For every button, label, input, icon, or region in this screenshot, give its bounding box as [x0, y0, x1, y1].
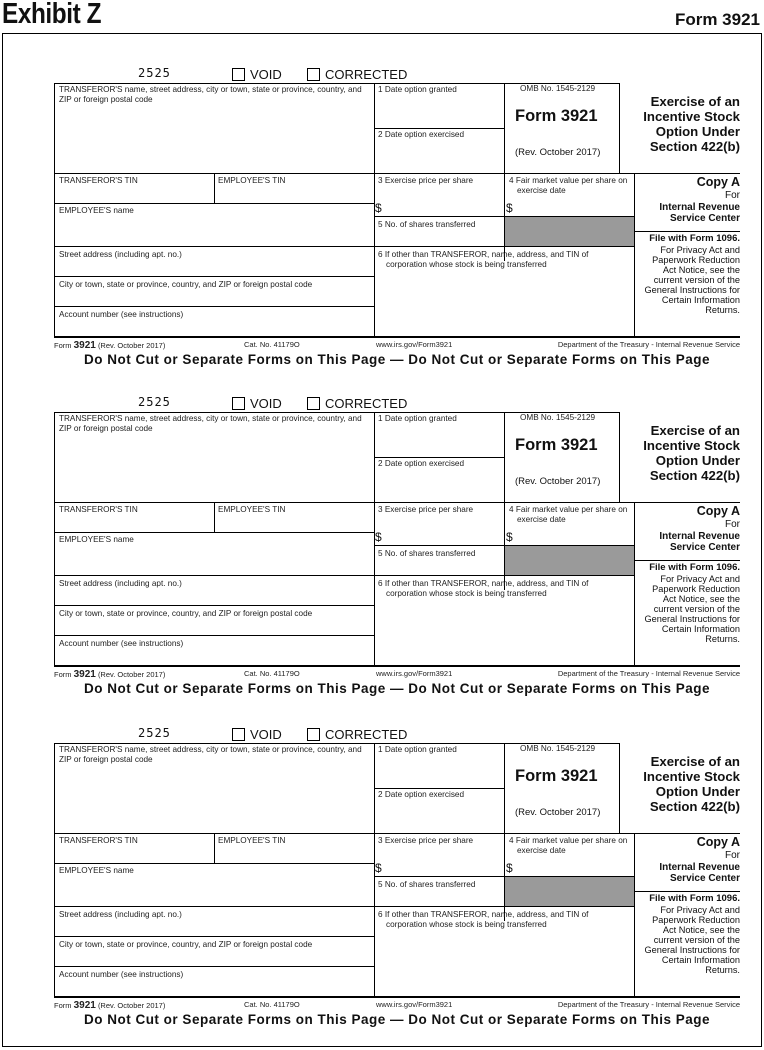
box1-label: 1 Date option granted [378, 745, 457, 754]
grid-line [54, 996, 740, 998]
footer-url: www.irs.gov/Form3921 [376, 1000, 453, 1009]
void-label: VOID [250, 67, 282, 82]
box4-dollar: $ [506, 201, 513, 215]
transferor-name-label: TRANSFEROR'S name, street address, city or town, state or province, country, and ZIP or foreign postal code [59, 85, 362, 104]
shaded-box [505, 546, 634, 575]
employee-name-label: EMPLOYEE'S name [59, 866, 134, 875]
footer-department: Department of the Treasury - Internal Revenue Service [557, 1000, 740, 1009]
grid-line [634, 891, 740, 892]
corrected-label: CORRECTED [325, 396, 408, 411]
footer-department: Department of the Treasury - Internal Revenue Service [557, 340, 740, 349]
privacy-notice: For Privacy Act and Paperwork Reduction Act Notice, see the current version of the General Instructions for Certain Information Returns. [644, 245, 740, 315]
file-with-label: File with Form 1096. [649, 562, 740, 573]
account-number-label: Account number (see instructions) [59, 310, 184, 319]
grid-line [54, 412, 55, 666]
grid-line [214, 502, 215, 532]
grid-line [634, 231, 740, 232]
omb-number: OMB No. 1545-2129 [520, 744, 596, 753]
copy-for-label: For [725, 519, 740, 530]
grid-line [374, 788, 504, 789]
form-header [54, 66, 454, 84]
form-grid [54, 412, 740, 666]
grid-line [54, 906, 634, 907]
form-copy-3 [54, 726, 740, 1026]
city-label: City or town, state or province, country, and ZIP or foreign postal code [59, 280, 313, 289]
grid-line [54, 665, 740, 667]
file-with-label: File with Form 1096. [649, 233, 740, 244]
transferor-name-label: TRANSFEROR'S name, street address, city or town, state or province, country, and ZIP or foreign postal code [59, 414, 362, 433]
form-grid [54, 743, 740, 997]
form-copy-2 [54, 395, 740, 695]
box4-label: 4 Fair market value per share on exercise date [509, 836, 628, 855]
grid-line [54, 575, 634, 576]
box6-label: 6 If other than TRANSFEROR, name, address, and TIN of corporation whose stock is being transferred [378, 250, 589, 269]
form-title: Exercise of an Incentive Stock Option Under Section 422(b) [643, 754, 740, 814]
employee-tin-label: EMPLOYEE'S TIN [218, 505, 286, 514]
form-title: Exercise of an Incentive Stock Option Under Section 422(b) [643, 94, 740, 154]
grid-line [54, 936, 374, 937]
grid-line [54, 203, 374, 204]
form-footer [54, 669, 740, 679]
form-copy-1 [54, 66, 740, 366]
form-grid [54, 83, 740, 337]
grid-line [214, 173, 215, 203]
form-name: Form 3921 [515, 436, 598, 454]
footer-form: Form 3921 (Rev. October 2017) [54, 1000, 166, 1011]
copy-label: Copy A [696, 835, 740, 849]
transferor-tin-label: TRANSFEROR'S TIN [59, 836, 138, 845]
footer-cat-no: Cat. No. 41179O [244, 340, 300, 349]
privacy-notice: For Privacy Act and Paperwork Reduction Act Notice, see the current version of the General Instructions for Certain Information Returns. [644, 905, 740, 975]
grid-line [54, 966, 374, 967]
street-address-label: Street address (including apt. no.) [59, 250, 182, 259]
corrected-checkbox[interactable] [307, 728, 320, 741]
do-not-cut-notice: Do Not Cut or Separate Forms on This Page — Do Not Cut or Separate Forms on This Page [83, 352, 711, 367]
grid-line [634, 173, 635, 337]
file-with-label: File with Form 1096. [649, 893, 740, 904]
employee-name-label: EMPLOYEE'S name [59, 535, 134, 544]
grid-line [374, 457, 504, 458]
box2-label: 2 Date option exercised [378, 459, 465, 468]
box3-label: 3 Exercise price per share [378, 176, 474, 185]
page-form-title: Form 3921 [674, 10, 760, 29]
privacy-notice: For Privacy Act and Paperwork Reduction Act Notice, see the current version of the General Instructions for Certain Information Returns. [644, 574, 740, 644]
grid-line [54, 743, 55, 997]
void-checkbox[interactable] [232, 728, 245, 741]
grid-line [54, 833, 740, 834]
omb-number: OMB No. 1545-2129 [520, 413, 596, 422]
form-header [54, 726, 454, 744]
grid-line [54, 502, 740, 503]
box4-dollar: $ [506, 861, 513, 875]
footer-form: Form 3921 (Rev. October 2017) [54, 669, 166, 680]
footer-cat-no: Cat. No. 41179O [244, 1000, 300, 1009]
form-footer [54, 340, 740, 350]
void-checkbox[interactable] [232, 68, 245, 81]
copy-label: Copy A [696, 504, 740, 518]
form-name: Form 3921 [515, 767, 598, 785]
grid-line [54, 83, 55, 337]
box3-dollar: $ [375, 530, 382, 544]
footer-department: Department of the Treasury - Internal Revenue Service [557, 669, 740, 678]
box5-label: 5 No. of shares transferred [378, 880, 476, 889]
box6-label: 6 If other than TRANSFEROR, name, address, and TIN of corporation whose stock is being transferred [378, 910, 589, 929]
do-not-cut-notice: Do Not Cut or Separate Forms on This Page — Do Not Cut or Separate Forms on This Page [83, 681, 711, 696]
grid-line [54, 605, 374, 606]
exhibit-label: Exhibit Z [2, 0, 102, 30]
box4-label: 4 Fair market value per share on exercise date [509, 505, 628, 524]
copy-for-label: For [725, 850, 740, 861]
grid-line [54, 635, 374, 636]
do-not-cut-notice: Do Not Cut or Separate Forms on This Page — Do Not Cut or Separate Forms on This Page [83, 1012, 711, 1027]
grid-line [54, 532, 374, 533]
copy-for-label: For [725, 190, 740, 201]
grid-line [374, 128, 504, 129]
grid-line [54, 336, 740, 338]
void-checkbox[interactable] [232, 397, 245, 410]
form-revision: (Rev. October 2017) [515, 147, 601, 158]
box3-dollar: $ [375, 201, 382, 215]
transferor-name-label: TRANSFEROR'S name, street address, city or town, state or province, country, and ZIP or foreign postal code [59, 745, 362, 764]
box2-label: 2 Date option exercised [378, 790, 465, 799]
irs-center-label: Internal Revenue Service Center [659, 862, 740, 884]
box5-label: 5 No. of shares transferred [378, 549, 476, 558]
form-revision: (Rev. October 2017) [515, 476, 601, 487]
box3-dollar: $ [375, 861, 382, 875]
grid-line [54, 306, 374, 307]
box1-label: 1 Date option granted [378, 414, 457, 423]
grid-line [54, 276, 374, 277]
copy-label: Copy A [696, 175, 740, 189]
box3-label: 3 Exercise price per share [378, 505, 474, 514]
box6-label: 6 If other than TRANSFEROR, name, address, and TIN of corporation whose stock is being transferred [378, 579, 589, 598]
grid-line [634, 560, 740, 561]
grid-line [634, 833, 635, 997]
form-footer [54, 1000, 740, 1010]
form-name: Form 3921 [515, 107, 598, 125]
grid-line [214, 833, 215, 863]
form-code: 2525 [138, 395, 171, 409]
box4-dollar: $ [506, 530, 513, 544]
corrected-checkbox[interactable] [307, 397, 320, 410]
box3-label: 3 Exercise price per share [378, 836, 474, 845]
account-number-label: Account number (see instructions) [59, 639, 184, 648]
street-address-label: Street address (including apt. no.) [59, 910, 182, 919]
account-number-label: Account number (see instructions) [59, 970, 184, 979]
corrected-label: CORRECTED [325, 67, 408, 82]
form-code: 2525 [138, 66, 171, 80]
city-label: City or town, state or province, country, and ZIP or foreign postal code [59, 609, 313, 618]
grid-line [54, 173, 740, 174]
box4-label: 4 Fair market value per share on exercise date [509, 176, 628, 195]
employee-name-label: EMPLOYEE'S name [59, 206, 134, 215]
box1-label: 1 Date option granted [378, 85, 457, 94]
box2-label: 2 Date option exercised [378, 130, 465, 139]
footer-url: www.irs.gov/Form3921 [376, 340, 453, 349]
omb-number: OMB No. 1545-2129 [520, 84, 596, 93]
footer-url: www.irs.gov/Form3921 [376, 669, 453, 678]
corrected-checkbox[interactable] [307, 68, 320, 81]
grid-line [54, 246, 634, 247]
irs-center-label: Internal Revenue Service Center [659, 531, 740, 553]
employee-tin-label: EMPLOYEE'S TIN [218, 836, 286, 845]
street-address-label: Street address (including apt. no.) [59, 579, 182, 588]
form-title: Exercise of an Incentive Stock Option Under Section 422(b) [643, 423, 740, 483]
footer-form: Form 3921 (Rev. October 2017) [54, 340, 166, 351]
transferor-tin-label: TRANSFEROR'S TIN [59, 505, 138, 514]
transferor-tin-label: TRANSFEROR'S TIN [59, 176, 138, 185]
city-label: City or town, state or province, country, and ZIP or foreign postal code [59, 940, 313, 949]
shaded-box [505, 877, 634, 906]
void-label: VOID [250, 396, 282, 411]
employee-tin-label: EMPLOYEE'S TIN [218, 176, 286, 185]
box5-label: 5 No. of shares transferred [378, 220, 476, 229]
void-label: VOID [250, 727, 282, 742]
form-code: 2525 [138, 726, 171, 740]
shaded-box [505, 217, 634, 246]
irs-center-label: Internal Revenue Service Center [659, 202, 740, 224]
form-revision: (Rev. October 2017) [515, 807, 601, 818]
form-header [54, 395, 454, 413]
grid-line [634, 502, 635, 666]
corrected-label: CORRECTED [325, 727, 408, 742]
footer-cat-no: Cat. No. 41179O [244, 669, 300, 678]
grid-line [54, 863, 374, 864]
